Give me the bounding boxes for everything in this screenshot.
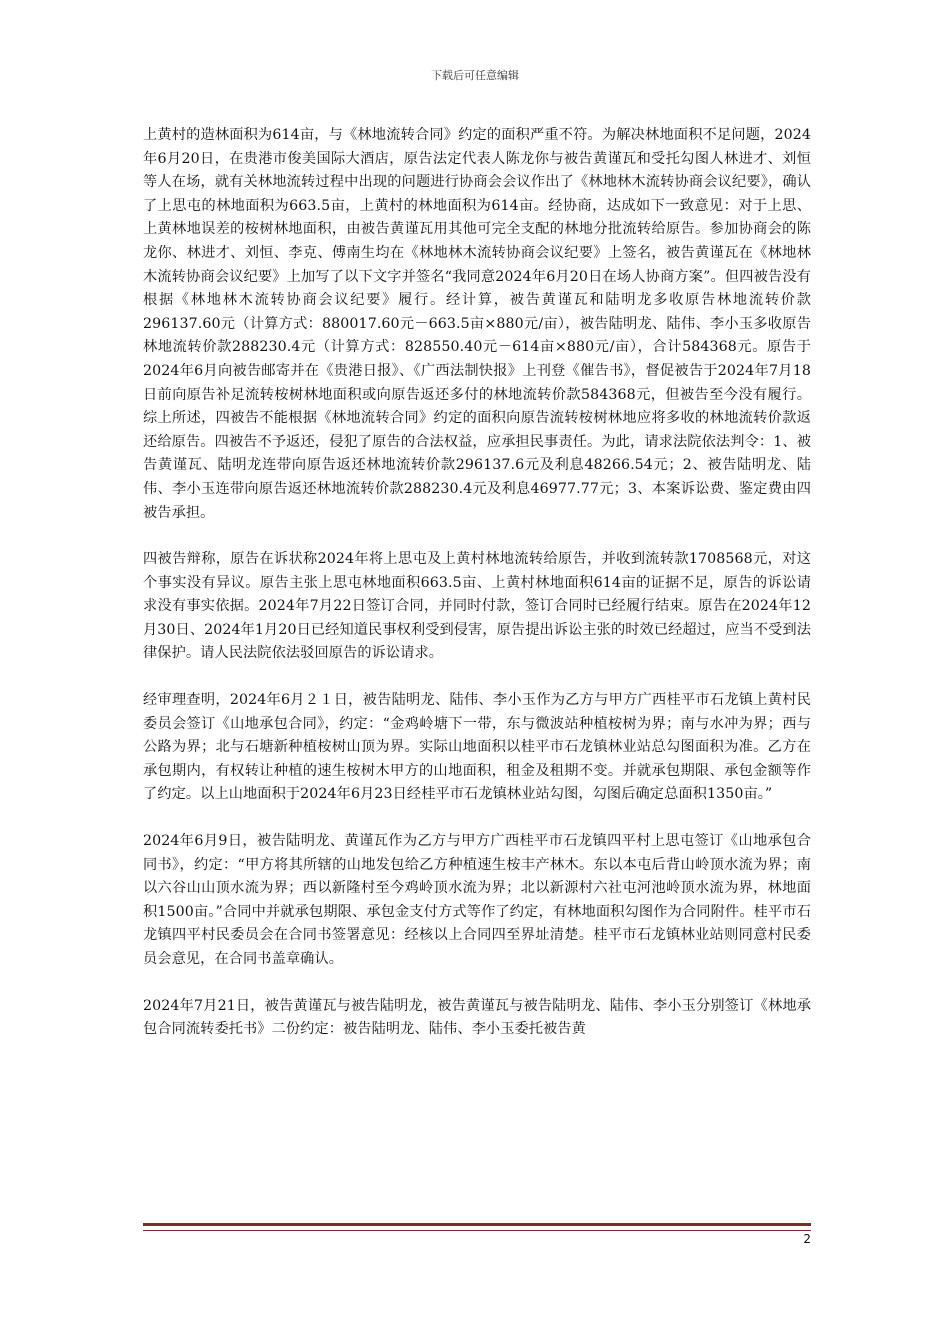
paragraph-findings: 经审理查明，2024年6月２１日，被告陆明龙、陆伟、李小玉作为乙方与甲方广西桂平市石龙镇上黄村民委员会签订《山地承包合同》，约定：“金鸡岭塘下一带，东与微波站种植桉树为界；南与水冲为界；西与公路为界；北与石塘新种植桉树山顶为界。实际山地面积以桂平市石龙镇林业站总勾图面积为准。乙方在承包期内，有权转让种植的速生桉树木甲方的山地面积，租金及租期不变。并就承包期限、承包金额等作了约定。以上山地面积于2024年6月23日经桂平市石龙镇林业站勾图，勾图后确定总面积1350亩。” [143,692,811,803]
page-number: 2 [803,1232,811,1246]
paragraph-entrustment: 2024年7月21日，被告黄谨瓦与被告陆明龙，被告黄谨瓦与被告陆明龙、陆伟、李小玉分别签订《林地承包合同流转委托书》二份约定：被告陆明龙、陆伟、李小玉委托被告黄 [143,997,811,1038]
document-body [143,124,811,1065]
paragraph-contract-sishi: 2024年6月9日，被告陆明龙、黄谨瓦作为乙方与甲方广西桂平市石龙镇四平村上思屯签订《山地承包合同书》，约定：“甲方将其所辖的山地发包给乙方种植速生桉丰产林木。东以本屯后背山岭顶水流为界；南以六谷山山顶水流为界；西以新隆村至今鸡岭顶水流为界；北以新源村六社屯河池岭顶水流为界，林地面积1500亩。”合同中并就承包期限、承包金支付方式等作了约定，有林地面积勾图作为合同附件。桂平市石龙镇四平村民委员会在合同书签署意见：经核以上合同四至界址清楚。桂平市石龙镇林业站则同意村民委员会意见，在合同书盖章确认。 [143,833,811,967]
paragraph-claims: 上黄村的造林面积为614亩，与《林地流转合同》约定的面积严重不符。为解决林地面积不足问题，2024年6月20日，在贵港市俊美国际大酒店，原告法定代表人陈龙你与被告黄谨瓦和受托勾图人林进才、刘恒等人在场，就有关林地流转过程中出现的问题进行协商会会议作出了《林地林木流转协商会议纪要》，确认了上思屯的林地面积为663.5亩，上黄村的林地面积为614亩。经协商，达成如下一致意见：对于上思、上黄林地误差的桉树林地面积，由被告黄谨瓦用其他可完全支配的林地分批流转给原告。参加协商会的陈龙你、林进才、刘恒、李克、傅南生均在《林地林木流转协商会议纪要》上签名，被告黄谨瓦在《林地林木流转协商会议纪要》上加写了以下文字并签名“我同意2024年6月20日在场人协商方案”。但四被告没有根据《林地林木流转协商会议纪要》履行。经计算，被告黄谨瓦和陆明龙多收原告林地流转价款296137.60元（计算方式：880017.60元－663.5亩×880元/亩），被告陆明龙、陆伟、李小玉多收原告林地流转价款288230.4元（计算方式：828550.40元－614亩×880元/亩），合计584368元。原告于2024年6月向被告邮寄并在《贵港日报》、《广西法制快报》上刊登《催告书》，督促被告于2024年7月18日前向原告补足流转桉树林地面积或向原告返还多付的林地流转价款584368元，但被告至今没有履行。综上所述，四被告不能根据《林地流转合同》约定的面积向原告流转桉树林地应将多收的林地流转价款返还给原告。四被告不予返还，侵犯了原告的合法权益，应承担民事责任。为此，请求法院依法判令：1、被告黄谨瓦、陆明龙连带向原告返还林地流转价款296137.6元及利息48266.54元；2、被告陆明龙、陆伟、李小玉连带向原告返还林地流转价款288230.4元及利息46977.77元；3、本案诉讼费、鉴定费由四被告承担。 [143,127,811,521]
paragraph-defense: 四被告辩称，原告在诉状称2024年将上思屯及上黄村林地流转给原告，并收到流转款1708568元，对这个事实没有异议。原告主张上思屯林地面积663.5亩、上黄村林地面积614亩的证据不足，原告的诉讼请求没有事实依据。2024年7月22日签订合同，并同时付款，签订合同时已经履行结束。原告在2024年12月30日、2024年1月20日已经知道民事权利受到侵害，原告提出诉讼主张的时效已经超过，应当不受到法律保护。请人民法院依法驳回原告的诉讼请求。 [143,551,811,662]
footer-divider [143,1223,811,1231]
page-header: 下载后可任意编辑 [431,69,519,82]
